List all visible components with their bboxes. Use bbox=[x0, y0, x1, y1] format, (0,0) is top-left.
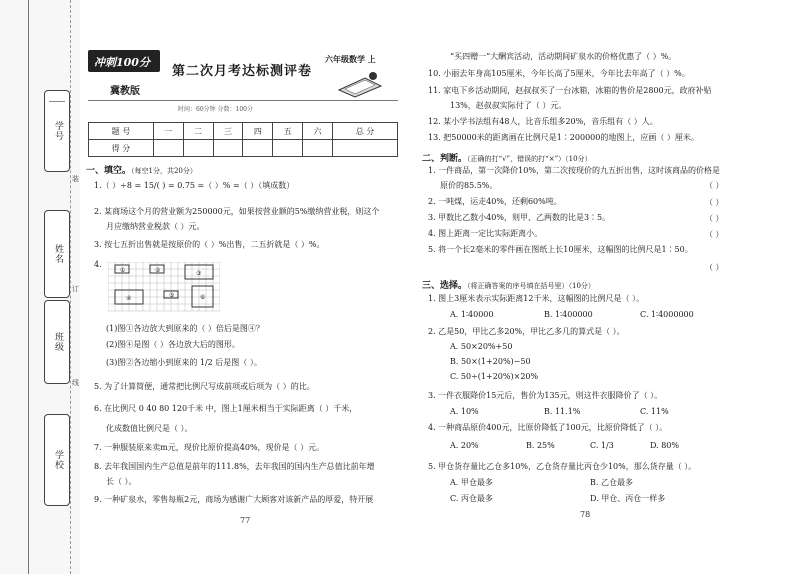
section-choice bbox=[422, 278, 595, 291]
answer-paren[interactable]: （ ） bbox=[705, 181, 724, 190]
option[interactable]: C. 丙仓最多 bbox=[450, 494, 493, 503]
table-cell: 二 bbox=[183, 123, 213, 140]
question-4-1: (1)图①各边放大到原来的（ ）倍后是图④？ bbox=[106, 324, 264, 333]
question-4-3: (3)图②各边缩小到原来的 1/2 后是图（ ）。 bbox=[106, 358, 262, 367]
answer-paren[interactable]: （ ） bbox=[705, 263, 724, 272]
table-cell: 三 bbox=[213, 123, 243, 140]
tablet-illustration-icon bbox=[335, 70, 385, 98]
answer-paren[interactable]: （ ） bbox=[705, 198, 724, 207]
judge-3: 3. 甲数比乙数小40%，则甲、乙两数的比是3∶5。 bbox=[428, 213, 611, 222]
school-label: 学校 bbox=[53, 450, 63, 470]
question-3: 3. 按七五折出售就是按原价的（ ）%出售，二五折就是（ ）%。 bbox=[94, 240, 325, 249]
question-11-cont: 13%，赵叔叔实际付了（ ）元。 bbox=[450, 101, 567, 110]
table-cell: 题 号 bbox=[89, 123, 154, 140]
page-number-left: 77 bbox=[240, 516, 251, 525]
question-7: 7. 一种服装原来卖m元，现价比原价提高40%，现价是（ ）元。 bbox=[94, 443, 325, 452]
section-note: （将正确答案的序号填在括号里）（10分） bbox=[467, 282, 595, 290]
table-cell: 六 bbox=[303, 123, 333, 140]
section-fill-blank bbox=[86, 163, 197, 176]
question-11: 11. 家电下乡活动期间，赵叔叔买了一台冰箱，冰箱的售价是2800元，政府补贴 bbox=[428, 86, 712, 95]
option[interactable]: B. 25% bbox=[526, 441, 555, 450]
svg-text:③: ③ bbox=[196, 270, 202, 277]
school-field[interactable] bbox=[44, 414, 70, 506]
score-input[interactable] bbox=[213, 140, 243, 157]
student-number-label: 学号 bbox=[53, 121, 63, 141]
question-13: 13. 把50000米的距离画在比例尺是1∶200000的地图上，应画（ ）厘米。 bbox=[428, 133, 699, 142]
section-title: 二、判断。 bbox=[422, 154, 468, 164]
option[interactable]: A. 甲仓最多 bbox=[450, 478, 493, 487]
svg-text:⑤: ⑤ bbox=[169, 292, 175, 299]
name-field[interactable] bbox=[44, 210, 70, 298]
question-9-cont: “买四赠一”大酬宾活动，活动期间矿泉水的价格优惠了（ ）%。 bbox=[450, 52, 677, 61]
score-input[interactable] bbox=[153, 140, 183, 157]
choice-1: 1. 图上3厘米表示实际距离12千米，这幅图的比例尺是（ ）。 bbox=[428, 294, 644, 303]
judge-1-cont: 原价的85.5%。 bbox=[440, 181, 498, 190]
judge-5: 5. 将一个长2毫米的零件画在图纸上长10厘米，这幅图的比例尺是1∶50。 bbox=[428, 245, 693, 254]
option[interactable]: B. 50×(1+20%)−50 bbox=[450, 357, 531, 366]
score-value-row bbox=[89, 140, 398, 157]
score-input[interactable] bbox=[333, 140, 398, 157]
section-note: （每空1分，共20分） bbox=[131, 167, 197, 175]
page-number-right: 78 bbox=[580, 510, 591, 519]
judge-4: 4. 图上距离一定比实际距离小。 bbox=[428, 229, 543, 238]
option[interactable]: A. 20% bbox=[450, 441, 479, 450]
question-2: 2. 某商场这个月的营业额为250000元，如果按营业额的5%缴纳营业税，则这个 bbox=[94, 207, 380, 216]
student-number-field[interactable] bbox=[44, 90, 70, 172]
cut-mark-ding: 订 bbox=[72, 285, 79, 293]
table-cell: 四 bbox=[243, 123, 273, 140]
cut-line bbox=[70, 0, 71, 574]
table-cell: 一 bbox=[153, 123, 183, 140]
name-label: 姓名 bbox=[53, 244, 63, 264]
svg-text:②: ② bbox=[155, 267, 161, 274]
question-6: 6. 在比例尺 0 40 80 120千米 中，图上1厘米相当于实际距离（ ）千米， bbox=[94, 404, 358, 413]
question-5: 5. 为了计算简便，通常把比例尺写成前项或后项为（ ）的比。 bbox=[94, 382, 315, 391]
option[interactable]: A. 10% bbox=[450, 407, 479, 416]
svg-text:⑥: ⑥ bbox=[200, 294, 206, 301]
section-note: （正确的打“√”，错误的打“×”）（10分） bbox=[467, 155, 592, 163]
option[interactable]: B. 乙仓最多 bbox=[590, 478, 633, 487]
binding-strip bbox=[0, 0, 80, 574]
section-title: 三、选择。 bbox=[422, 281, 468, 291]
option[interactable]: C. 50÷(1+20%)×20% bbox=[450, 372, 539, 381]
cut-mark-zhuang: 装 bbox=[72, 175, 79, 183]
question-8-cont: 长（ ）。 bbox=[106, 477, 137, 486]
brand-logo: 冲刺100分 bbox=[88, 50, 160, 72]
score-input[interactable] bbox=[303, 140, 333, 157]
option[interactable]: D. 甲仓、丙仓一样多 bbox=[590, 494, 666, 503]
option[interactable]: B. 11.1% bbox=[544, 407, 581, 416]
question-10: 10. 小丽去年身高105厘米，今年长高了5厘米，今年比去年高了（ ）%。 bbox=[428, 69, 690, 78]
question-4-2: (2)图④是图（ ）各边放大后的图形。 bbox=[106, 340, 240, 349]
option[interactable]: C. 1∶4000000 bbox=[640, 310, 694, 319]
choice-5: 5. 甲仓货存量比乙仓多10%，乙仓货存量比丙仓少10%，那么货存量（ ）。 bbox=[428, 462, 697, 471]
svg-text:④: ④ bbox=[126, 295, 132, 302]
choice-4: 4. 一种商品原价400元，比原价降低了100元，比原价降低了（ ）。 bbox=[428, 423, 668, 432]
section-title: 一、填空。 bbox=[86, 166, 132, 176]
section-judge bbox=[422, 151, 592, 164]
score-table bbox=[88, 122, 398, 157]
choice-3: 3. 一件衣服降价15元后，售价为135元，则这件衣服降价了（ ）。 bbox=[428, 391, 663, 400]
question-4: 4. bbox=[94, 260, 102, 269]
table-cell: 得 分 bbox=[89, 140, 154, 157]
fold-line bbox=[28, 0, 29, 574]
score-input[interactable] bbox=[243, 140, 273, 157]
class-label: 班级 bbox=[53, 332, 63, 352]
question-2-cont: 月应缴纳营业税款（ ）元。 bbox=[106, 222, 205, 231]
score-input[interactable] bbox=[183, 140, 213, 157]
class-field[interactable] bbox=[44, 300, 70, 384]
choice-2: 2. 乙是50，甲比乙多20%，甲比乙多几的算式是（ ）。 bbox=[428, 327, 625, 336]
question-9: 9. 一种矿泉水，零售每瓶2元，商场为感谢广大顾客对该新产品的厚爱，特开展 bbox=[94, 495, 374, 504]
judge-1: 1. 一件商品，第一次降价10%，第二次按现价的九五折出售，这时该商品的价格是 bbox=[428, 166, 720, 175]
svg-text:①: ① bbox=[120, 267, 126, 274]
score-header-row bbox=[89, 123, 398, 140]
option[interactable]: C. 1/3 bbox=[590, 441, 614, 450]
judge-2: 2. 一吨煤，运走40%，还剩60%吨。 bbox=[428, 197, 562, 206]
question-12: 12. 某小学书法组有48人，比音乐组多20%，音乐组有（ ）人。 bbox=[428, 117, 658, 126]
option[interactable]: B. 1∶400000 bbox=[544, 310, 593, 319]
question-6-cont: 化成数值比例尺是（ ）。 bbox=[106, 424, 193, 433]
table-cell: 五 bbox=[273, 123, 303, 140]
exam-meta: 时间：60分钟 分数：100分 bbox=[178, 106, 253, 113]
question-1: 1.（ ）÷8 = 15/( ) = 0.75 =（ ）% =（ ）（填成数） bbox=[94, 181, 295, 190]
answer-paren[interactable]: （ ） bbox=[705, 230, 724, 239]
answer-paren[interactable]: （ ） bbox=[705, 214, 724, 223]
question-8: 8. 去年我国国内生产总值是前年的111.8%，去年我国的国内生产总值比前年增 bbox=[94, 462, 375, 471]
table-cell: 总 分 bbox=[333, 123, 398, 140]
option[interactable]: A. 1∶40000 bbox=[450, 310, 494, 319]
grade-label: 六年级数学 上 bbox=[325, 54, 376, 64]
edition-label: 冀教版 bbox=[110, 86, 140, 97]
page-title: 第二次月考达标测评卷 bbox=[172, 64, 313, 79]
cut-mark-xian: 线 bbox=[72, 379, 79, 387]
header-divider bbox=[88, 100, 398, 101]
option[interactable]: A. 50×20%+50 bbox=[450, 342, 513, 351]
option[interactable]: C. 11% bbox=[640, 407, 669, 416]
score-input[interactable] bbox=[273, 140, 303, 157]
option[interactable]: D. 80% bbox=[650, 441, 679, 450]
shapes-grid-figure bbox=[108, 262, 220, 314]
